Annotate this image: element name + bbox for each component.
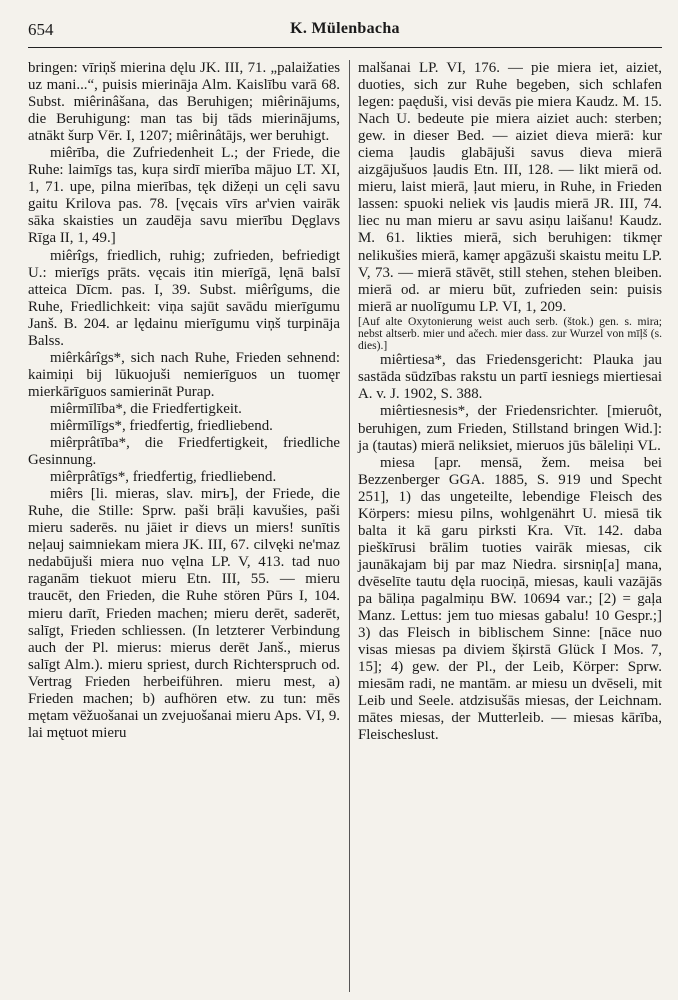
entry-continuation: bringen: vīriņš mierina dęlu JK. III, 71. „palaižaties uz mani...“, puisis mierināja Alm. Kaislību varā 68. Subst. miêrinâšana, das Beruhigen; miêrinājums, die Beruhigung: man tas bij tāds mierinājums, atnākt šurp Vēr. I, 1207; miêrinâtājs, wer beruhigt. — [28, 60, 340, 145]
dictionary-columns — [28, 60, 662, 992]
column-divider — [349, 60, 350, 992]
page-header — [28, 20, 662, 44]
dictionary-entry: miesa [apr. mensā, žem. meisa bei Bezzenberger GGA. 1885, S. 919 und Specht 251], 1) das ungeteilte, lebendige Fleisch des Körpers: miesu pilns, wohlgenährt U. miesā tik balta it kā garu pirksti Kra. Vīt. 142. daba pieškīrusi brālim tuoties vairāk miesas, cik jaunākajam bij par maz Niedra. sirsniņ[a] mana, dvēselīte tautu dęla ruociņā, miesas, kauli vazājās pa bāliņa pagalmiņu BW. 10694 var.; [2) = gaļa Manz. Lettus: jem tuo miesas gabalu! 10 Gespr.;] 3) das Fleisch in biblischem Sinne: [nāce nuo visas miesas pa diviem šķirstā Glück I Mos. 7, 15]; 4) gew. der Pl., der Leib, Körper: Sprw. miesām radi, ne mantām. ar miesu un dvēseli, mit Leib und Seele. atdzisušās miesas, der Leichnam. mātes miesas, der Mutterleib. — miesas kārība, Fleischeslust. — [358, 454, 662, 744]
dictionary-entry: miêrtiesa*, das Friedensgericht: Plauka jau sastāda sūdzības rakstu un partī iesniegs miertiesai A. v. J. 1902, S. 388. — [358, 352, 662, 403]
dictionary-entry: miêrprâtīgs*, friedfertig, friedliebend. — [50, 469, 277, 486]
dictionary-entry: miêrkârîgs*, sich nach Ruhe, Frieden sehnend: kaimiņi bij lūkuojuši nemierīguos un tuomęr mierkārīguos samierināt Purap. — [28, 349, 340, 400]
running-title: K. Mülenbacha — [290, 20, 400, 37]
etymology-note: [Auf alte Oxytonierung weist auch serb. (štok.) gen. s. mira; nebst altserb. mier und ačech. mier dass. zur Wurzel von mīļš (s. dies).] — [358, 314, 662, 353]
dictionary-entry: miêrs [li. mieras, slav. mirъ], der Friede, die Ruhe, die Stille: Sprw. paši brāļi kavušies, paši mieru saderēs. nu jāiet ir dievs un miers! sunītis neļauj saimniekam miera JK. III, 67. cilvęki ne'maz nedabūjuši miera nuo vęlna LP. V, 413. tad nuo raganām tiekuot mieru Etn. III, 55. — mieru traucēt, den Frieden, die Ruhe stören Pūrs I, 104. mieru darīt, Frieden machen; mieru derēt, saderēt, salīgt, Frieden schliessen. (In letzterer Verbindung auch der Pl. mierus: mierus derēt Janš., mierus salīgt Alm.). mieru spriest, durch Richterspruch od. Vertrag Frieden herbeiführen. mieru mest, a) Frieden machen; b) aufhören etw. zu tun: mēs mętam vēžuošanai un zvejuošanai mieru Aps. VI, 9. lai mętuot mieru — [28, 486, 340, 741]
entry-continuation: malšanai LP. VI, 176. — pie miera iet, aiziet, duoties, sich zur Ruhe begeben, sich schlafen legen: paęduši, visi devās pie miera Kaudz. M. 15. Nach U. bedeute pie miera aiziet auch: sterben; gew. in dieser Bed. — aiziet dieva mierā: kur ciema ļaudis glabājuši savus dieva mierā aizgājušuos ļaudis Etn. III, 128. — likt mierā od. mieru, laist mierā, ļaut mieru, in Ruhe, in Frieden lassen: spuoki neliek vis ļaudis mierā JR. III, 74. liec nu man mieru ar savu asiņu laišanu! Kaudz. M. 61. likties mierā, sich beruhigen: tikmęr nelikušies mierā, kamęr apgāzuši skaistu meitu LP. V, 73. — mierā stāvēt, still stehen, stehen bleiben. mierā od. ar mieru būt, zufrieden sein: puisis mierā ar nuolīgumu LP. VI, 1, 209. — [358, 60, 662, 315]
dictionary-entry: miêrîgs, friedlich, ruhig; zufrieden, befriedigt U.: mierīgs prāts. vęcais itin mierīgā, lęnā balsī atteica Dīcm. pas. I, 39. Subst. miêrîgums, die Ruhe, Friedlichkeit: viņa sajūt savādu mierīgumu Janš. B. 204. ar lędainu mierīgumu viņš turpināja Balss. — [28, 247, 340, 349]
dictionary-entry: miêrmīlīgs*, friedfertig, friedliebend. — [50, 417, 273, 434]
header-rule — [28, 47, 662, 48]
page-number: 654 — [28, 20, 54, 39]
left-column — [28, 60, 340, 742]
dictionary-entry: miêrība, die Zufriedenheit L.; der Friede, die Ruhe: laimīgs tas, kuŗa sirdī mierība mājuo LT. XI, 1, 71. upe, pilna mierības, tęk dižeņi un cęli savu gaitu Krilova pas. 78. [vęcais vīrs ar'vien vairāk sāka skaisties un zaudēja savu mierību Dęglavs Rīga II, 1, 49.] — [28, 145, 340, 247]
right-column — [358, 60, 662, 744]
dictionary-entry: miêrtiesnesis*, der Friedensrichter. [mieruôt, beruhigen, zum Frieden, Stillstand bringen Wid.]: ja (tautas) mierā neliksiet, mieruos jūs bāleliņi VL. — [358, 403, 662, 454]
dictionary-entry: miêrprâtība*, die Friedfertigkeit, friedliche Gesinnung. — [28, 435, 340, 469]
dictionary-entry: miêrmīlība*, die Friedfertigkeit. — [50, 400, 242, 417]
